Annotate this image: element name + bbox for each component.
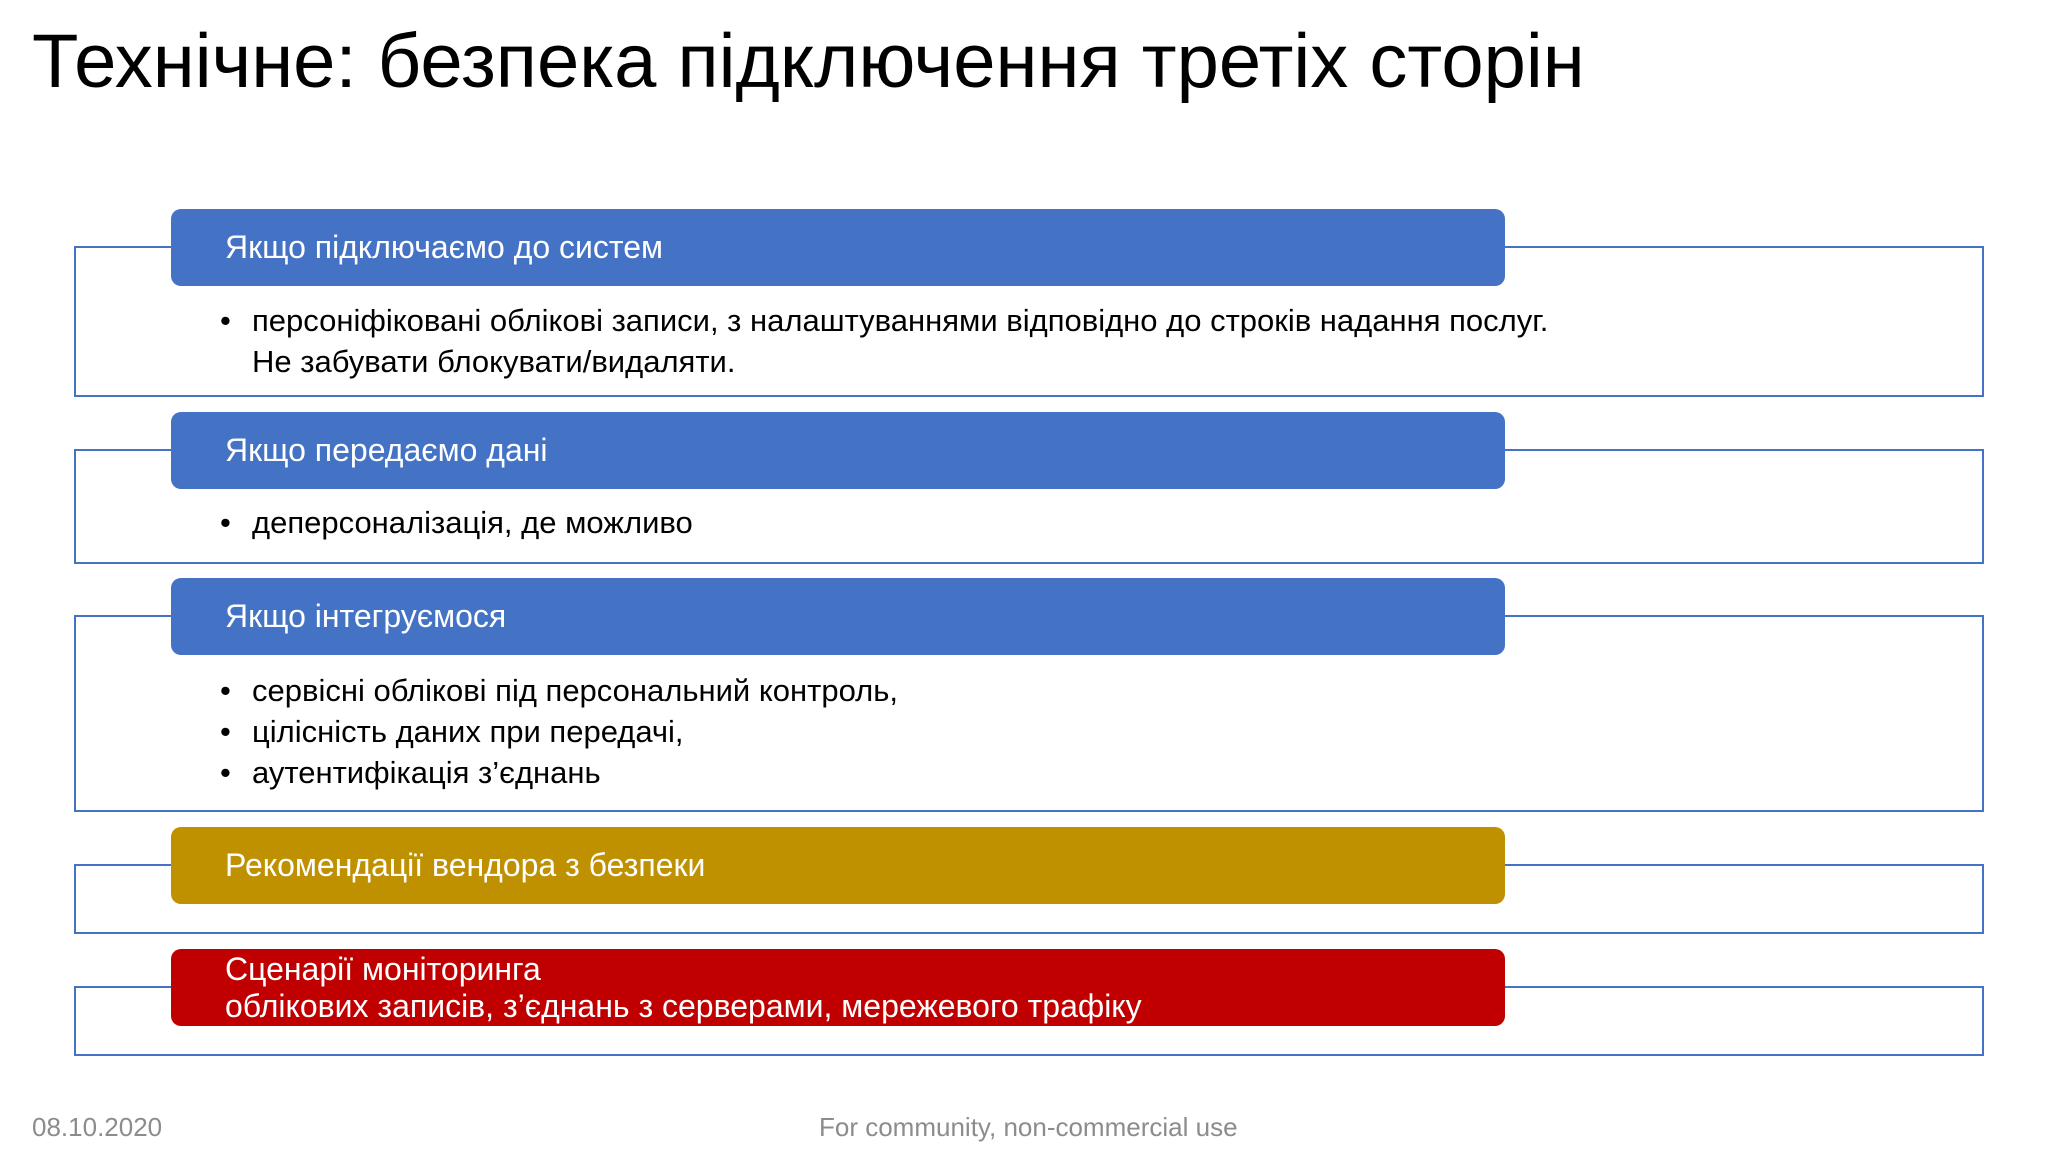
section-5-header xyxy=(171,949,1505,1026)
section-5-header-line-1: Сценарії моніторинга xyxy=(225,951,541,988)
bullet-line: • аутентифікація з’єднань xyxy=(252,755,601,790)
section-4-header-text: Рекомендації вендора з безпеки xyxy=(225,847,706,883)
section-3-header xyxy=(171,578,1505,655)
section-2-header-text: Якщо передаємо дані xyxy=(225,432,548,468)
section-5-header-line-2: облікових записів, з’єднань з серверами, мережевого трафіку xyxy=(225,987,1142,1024)
footer-note: For community, non-commercial use xyxy=(819,1112,1238,1142)
bullet-item xyxy=(220,300,1548,382)
section-3-bullets xyxy=(220,670,898,793)
bullet-line: Не забувати блокувати/видаляти. xyxy=(252,344,736,379)
section-1-header xyxy=(171,209,1505,286)
bullet-item xyxy=(220,670,898,711)
section-4-header xyxy=(171,827,1505,904)
bullet-item xyxy=(220,711,898,752)
bullet-item xyxy=(220,752,898,793)
footer-date: 08.10.2020 xyxy=(32,1112,163,1142)
bullet-line: • сервісні облікові під персональний контроль, xyxy=(252,673,898,708)
section-2-header xyxy=(171,412,1505,489)
section-3-header-text: Якщо інтегруємося xyxy=(225,598,507,634)
bullet-line: • цілісність даних при передачі, xyxy=(252,714,684,749)
section-2-bullets xyxy=(220,502,693,543)
bullet-line: • персоніфіковані облікові записи, з налаштуваннями відповідно до строків надання послуг. xyxy=(252,303,1549,338)
section-1-header-text: Якщо підключаємо до систем xyxy=(225,229,664,265)
bullet-item xyxy=(220,502,693,543)
section-1-bullets xyxy=(220,300,1548,382)
slide-title: Технічне: безпека підключення третіх сторін xyxy=(32,19,1585,104)
bullet-line: • деперсоналізація, де можливо xyxy=(252,505,693,540)
